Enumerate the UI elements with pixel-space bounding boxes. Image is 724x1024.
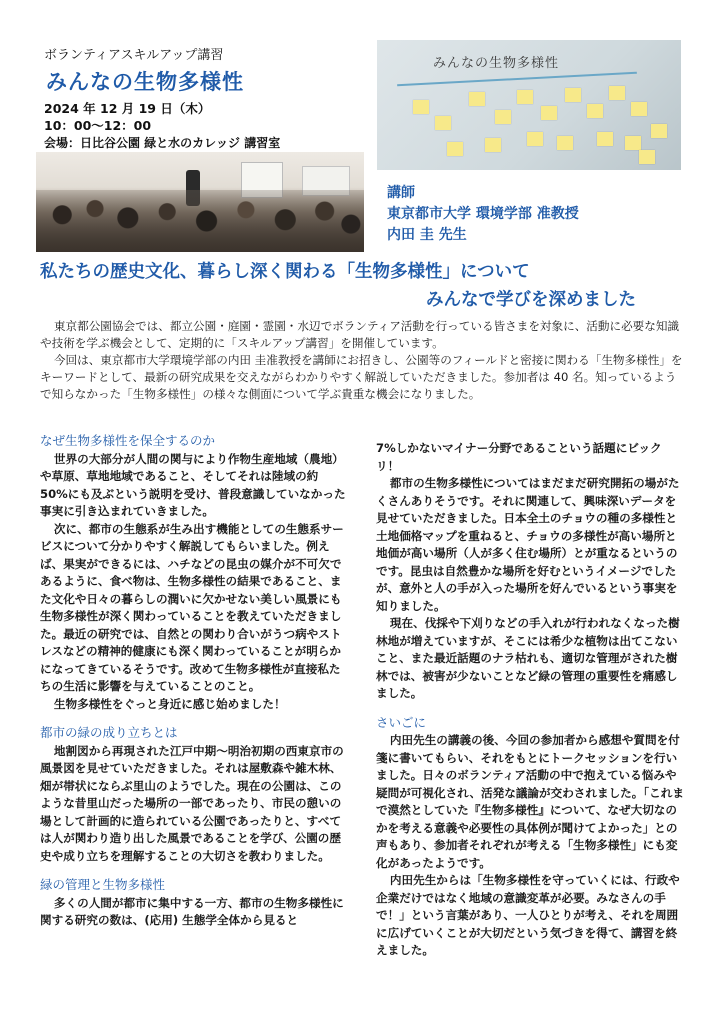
lecturer-affiliation: 東京都市大学 環境学部 准教授 (387, 206, 579, 222)
lecture-photo (36, 152, 364, 252)
headline-line-1: 私たちの歴史文化、暮らし深く関わる「生物多様性」について (40, 262, 530, 282)
series-label: ボランティアスキルアップ講習 (44, 48, 224, 63)
section-paragraph: 内田先生の講義の後、今回の参加者から感想や質問を付箋に書いてもらい、それをもとにトークセッションを行いました。日々のボランティア活動の中で抱えている悩みや疑問が可視化され、活発な議論が交わされました。「これまで漠然としていた『生物多様性』について、なぜ大切なのかを考える意義や必要性の具体例が聞けてよかった」との声もあり、参加者それぞれが考える「生物多様性」にも変化があったようです。 (376, 733, 684, 870)
section-paragraph: 多くの人間が都市に集中する一方、都市の生物多様性に関する研究の数は、(応用) 生態学全体から見ると (40, 895, 344, 927)
sticky-note (527, 132, 543, 146)
sticky-note (413, 100, 429, 114)
sticky-note (597, 132, 613, 146)
section-paragraph: 世界の大部分が人間の関与により作物生産地域（農地）や草原、草地地域であること、そしてそれは陸域の約 50%にも及ぶという説明を受け、普段意識していなかった事実に引き込まれていきました。 (40, 451, 346, 518)
right-column (376, 440, 684, 960)
headline-line-2: みんなで学びを深めました (426, 290, 636, 310)
event-venue: 会場：日比谷公園 緑と水のカレッジ 講習室 (44, 136, 281, 150)
sticky-note (625, 136, 641, 150)
sticky-note (485, 138, 501, 152)
intro-paragraph-2: 今回は、東京都市大学環境学部の内田 圭准教授を講師にお招きし、公園等のフィールドと密接に関わる「生物多様性」をキーワードとして、最新の研究成果を交えながらわかりやすく解説していただきました。参加者は 40 名。知っているようで知らなかった「生物多様性」の様々な側面について学ぶ貴重な機会になりました。 (40, 353, 683, 401)
sticky-note (639, 150, 655, 164)
section-paragraph: 現在、伐採や下刈りなどの手入れが行われなくなった樹林地が増えていますが、そこには希少な植物は出てこないこと、また最近話題のナラ枯れも、適切な管理がされた樹林では、被害が少ないことなど緑の管理の重要性を痛感しました。 (376, 616, 680, 700)
sticky-note (651, 124, 667, 138)
page-title: みんなの生物多様性 (46, 70, 244, 94)
section-paragraph: 次に、都市の生態系が生み出す機能としての生態系サービスについて分かりやすく解説してもらいました。例えば、果実ができるには、ハチなどの昆虫の媒介が不可欠であるように、食べ物は、生物多様性の結果であること、また文化や日々の暮らしの潤いに欠かせない美しい風景にも生物多様性が深く関わっていることを教えていただきました。最近の研究では、自然との関わり合いがうつ病やストレスなどの精神的健康にも深く関わっていることが明らかになってきているそうです。改めて生物多様性が直接私たちの生活に影響を与えていることのこと。 (40, 521, 344, 693)
section-paragraph-continued: 7%しかないマイナー分野であるこという話題にビックリ！ (376, 441, 662, 473)
audience (36, 190, 364, 252)
left-column (40, 432, 348, 930)
sticky-note (587, 104, 603, 118)
lecturer-label: 講師 (387, 185, 415, 201)
event-time: 10：00〜12：00 (44, 118, 152, 133)
sticky-note (631, 102, 647, 116)
sticky-note (435, 116, 451, 130)
section-paragraph: 都市の生物多様性についてはまだまだ研究開拓の場がたくさんありそうです。それに関連して、興味深いデータを見せていただきました。日本全土のチョウの種の多様性と土地価格マップを重ねると、チョウの多様性が高い場所と地価が高い場所（人が多く住む場所）とが重なるというのです。昆虫は自然豊かな場所を好むというイメージでしたが、意外と人の手が入った場所を好んでいるという事実を知りました。 (376, 476, 680, 613)
event-date: 2024 年 12 月 19 日（木） (44, 101, 211, 116)
sticky-note (469, 92, 485, 106)
sticky-note (495, 110, 511, 124)
sticky-note (541, 106, 557, 120)
lecturer-name: 内田 圭 先生 (387, 227, 467, 243)
intro-text (40, 318, 686, 403)
section-heading-why-conserve: なぜ生物多様性を保全するのか (40, 433, 216, 448)
board-marker-line (397, 72, 637, 87)
section-heading-urban-green: 都市の緑の成り立ちとは (40, 725, 178, 740)
intro-paragraph-1: 東京都公園協会では、都立公園・庭園・霊園・水辺でボランティア活動を行っている皆さまを対象に、活動に必要な知識や技術を学ぶ機会として、定期的に「スキルアップ講習」を開催しています。 (40, 319, 680, 350)
section-heading-green-management: 緑の管理と生物多様性 (40, 877, 166, 892)
section-paragraph: 地割図から再現された江戸中期〜明治初期の西東京市の風景図を見せていただきました。それは屋敷森や雑木林、畑が帯状にならぶ里山のようでした。現在の公園は、このような昔里山だった場所の一部であったり、市民の憩いの場として計画的に造られている公園であったりと、すべては人が関わり造り出した風景であることを学び、公園の歴史や成り立ちを理解することの大切さを教わりました。 (40, 743, 344, 863)
section-heading-closing: さいごに (376, 714, 427, 730)
sticky-note (609, 86, 625, 100)
sticky-note (565, 88, 581, 102)
board-title: みんなの生物多様性 (433, 56, 560, 71)
sticky-note (517, 90, 533, 104)
sticky-note-board-photo (377, 40, 681, 170)
section-paragraph: 内田先生からは「生物多様性を守っていくには、行政や企業だけではなく地域の意識変革が必要。みなさんの手で！」という言葉があり、一人ひとりが考え、それを周囲に広げていくことが大切だという気づきを得て、講習を終えました。 (376, 873, 680, 957)
section-paragraph: 生物多様性をぐっと身近に感じ始めました！ (53, 696, 286, 711)
sticky-note (447, 142, 463, 156)
sticky-note (557, 136, 573, 150)
